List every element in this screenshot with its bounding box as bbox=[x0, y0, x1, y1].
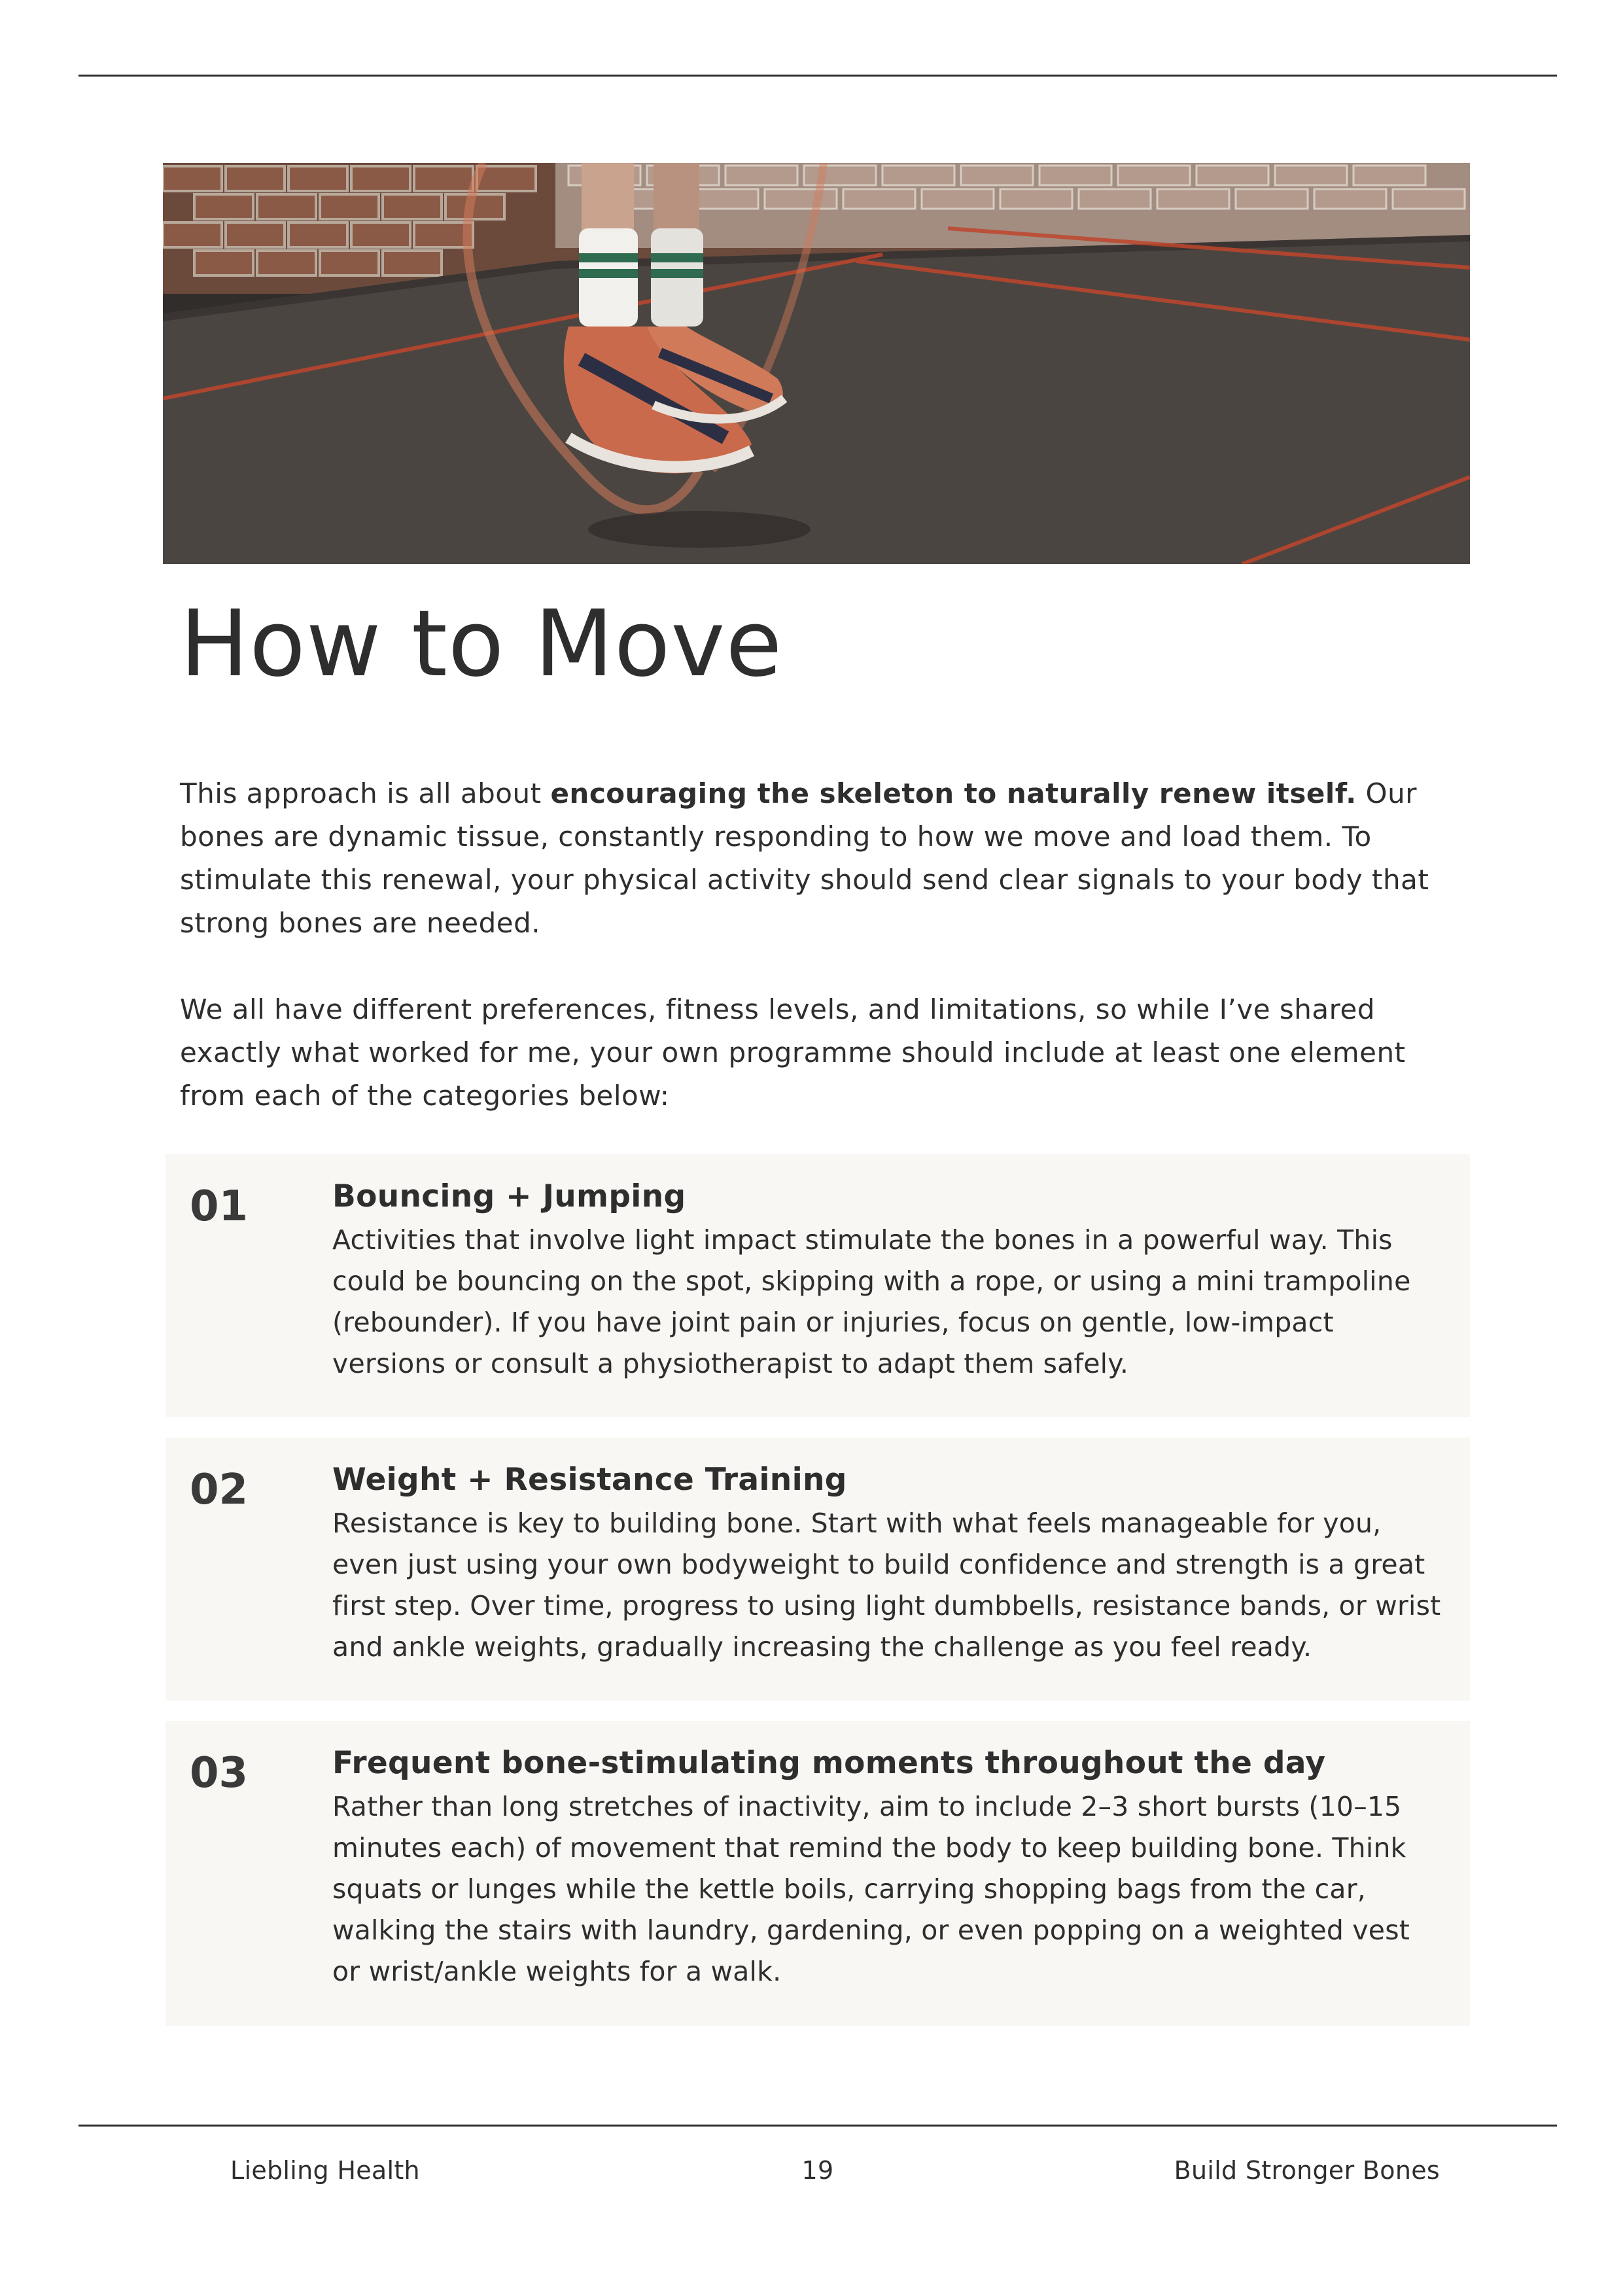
intro-text-start: This approach is all about bbox=[180, 777, 551, 809]
category-number: 03 bbox=[190, 1749, 249, 1797]
intro-text-end: Our bones are dynamic tissue, constantly responding to how we move and load them. To stimulate this renewal, your physical activity should send clear signals to your body that strong bones are needed. bbox=[180, 777, 1429, 939]
footer-brand: Liebling Health bbox=[230, 2156, 420, 2185]
footer-book-title: Build Stronger Bones bbox=[1174, 2156, 1440, 2185]
header-rule bbox=[79, 75, 1557, 77]
category-card-frequent-moments bbox=[166, 1721, 1470, 2026]
category-description: Activities that involve light impact stimulate the bones in a powerful way. This could be bouncing on the spot, skipping with a rope, or using a mini trampoline (rebounder). If you have joint pain or injuries, focus on gentle, low-impact versions or consult a physiotherapist to adapt them safely. bbox=[332, 1224, 1411, 1379]
hero-image-jump-rope bbox=[163, 163, 1470, 564]
category-heading: Weight + Resistance Training bbox=[332, 1462, 847, 1498]
page-number: 19 bbox=[801, 2156, 834, 2185]
page-title: How to Move bbox=[180, 591, 783, 698]
category-number: 01 bbox=[190, 1182, 249, 1231]
category-heading: Bouncing + Jumping bbox=[332, 1178, 686, 1214]
category-heading: Frequent bone-stimulating moments throughout the day bbox=[332, 1745, 1326, 1781]
category-number: 02 bbox=[190, 1466, 249, 1514]
programme-paragraph: We all have different preferences, fitness levels, and limitations, so while I’ve shared exactly what worked for me, your own programme should include at least one element from each of the categories below: bbox=[180, 993, 1406, 1112]
category-card-weight-resistance bbox=[166, 1438, 1470, 1701]
intro-emphasis: encouraging the skeleton to naturally renew itself. bbox=[550, 777, 1357, 809]
intro-paragraph bbox=[180, 772, 1462, 945]
category-description: Rather than long stretches of inactivity, aim to include 2–3 short bursts (10–15 minutes each) of movement that remind the body to keep building bone. Think squats or lunges while the kettle boils, carrying shopping bags from the car, walking the stairs with laundry, gardening, or even popping on a weighted vest or wrist/ankle weights for a walk. bbox=[332, 1791, 1410, 1987]
footer-rule bbox=[79, 2125, 1557, 2127]
category-card-bouncing-jumping bbox=[166, 1154, 1470, 1417]
category-description: Resistance is key to building bone. Start with what feels manageable for you, even just using your own bodyweight to build confidence and strength is a great first step. Over time, progress to using light dumbbells, resistance bands, or wrist and ankle weights, gradually increasing the challenge as you feel ready. bbox=[332, 1508, 1441, 1663]
